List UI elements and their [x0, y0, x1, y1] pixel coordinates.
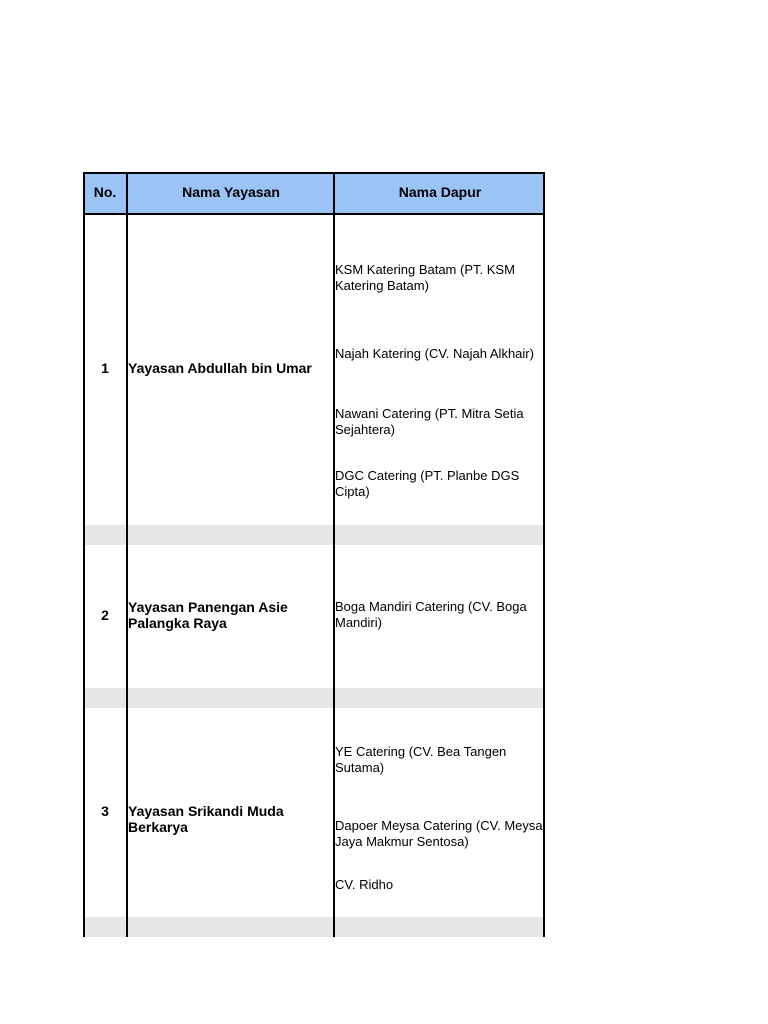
- dapur-item: Najah Katering (CV. Najah Alkhair): [335, 346, 534, 361]
- nama-yayasan-cell: Yayasan Srikandi Muda Berkarya: [128, 803, 284, 835]
- row-spacer: [83, 917, 545, 937]
- border-col-2: [333, 172, 335, 937]
- nama-yayasan-cell: Yayasan Panengan Asie Palangka Raya: [128, 599, 288, 631]
- dapur-item: KSM Katering Batam (PT. KSM Katering Batam): [335, 262, 515, 293]
- table-row: [83, 708, 545, 917]
- header-no: No.: [93, 184, 117, 200]
- border-right: [543, 172, 545, 937]
- header-nama-dapur: Nama Dapur: [398, 184, 482, 200]
- dapur-item: CV. Ridho: [335, 877, 394, 892]
- table-header-row: [83, 172, 545, 215]
- row-number: 3: [101, 803, 109, 819]
- dapur-item: Boga Mandiri Catering (CV. Boga Mandiri): [335, 599, 527, 630]
- dapur-item: DGC Catering (PT. Planbe DGS Cipta): [335, 468, 520, 499]
- header-nama-yayasan: Nama Yayasan: [182, 184, 280, 200]
- border-col-1: [126, 172, 128, 937]
- dapur-item: Nawani Catering (PT. Mitra Setia Sejahtera): [335, 406, 524, 437]
- row-number: 2: [101, 607, 109, 623]
- row-spacer: [83, 525, 545, 545]
- row-number: 1: [101, 360, 109, 376]
- table-row: [83, 545, 545, 688]
- border-left: [83, 172, 85, 937]
- dapur-item: YE Catering (CV. Bea Tangen Sutama): [335, 744, 507, 775]
- row-spacer: [83, 688, 545, 708]
- table-row: [83, 215, 545, 525]
- dapur-item: Dapoer Meysa Catering (CV. Meysa Jaya Makmur Sentosa): [335, 818, 543, 849]
- nama-yayasan-cell: Yayasan Abdullah bin Umar: [128, 360, 312, 376]
- yayasan-table: [83, 172, 545, 937]
